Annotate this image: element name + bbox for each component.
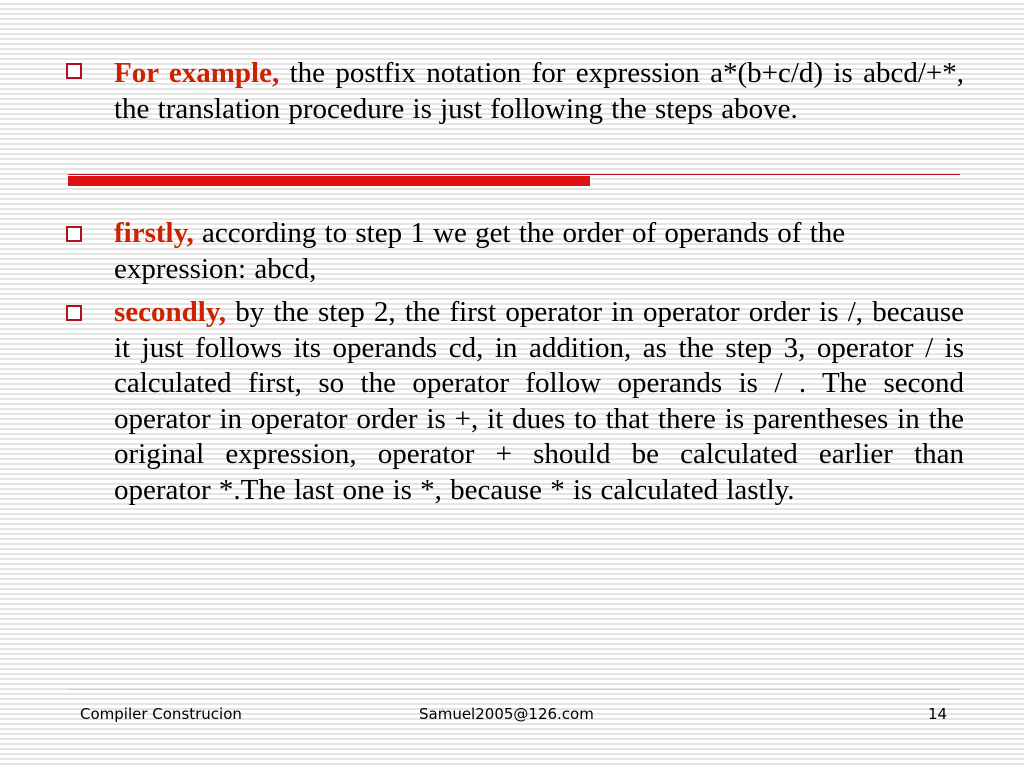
- square-bullet-icon: [66, 305, 82, 321]
- footer-page-number: 14: [928, 705, 948, 723]
- bullet-body: the postfix notation for expression a*(b+c/d) is abcd/+*, the translation procedure is just following the steps above.: [114, 57, 964, 125]
- footer-divider: [68, 689, 960, 690]
- bullet-lead: For example,: [114, 57, 280, 89]
- bullet-text: [114, 56, 964, 127]
- divider-thin: [68, 174, 960, 175]
- bullet-body: according to step 1 we get the order of operands of the expression: abcd,: [114, 217, 846, 285]
- square-bullet-icon: [66, 226, 82, 242]
- bullet-lead: secondly,: [114, 296, 226, 328]
- bullet-text: [114, 295, 964, 508]
- bullet-item-secondly: [66, 295, 964, 508]
- bullet-item-firstly: [66, 216, 964, 287]
- bullet-lead: firstly,: [114, 217, 194, 249]
- footer-email: Samuel2005@126.com: [419, 705, 594, 723]
- bullet-item-example: [66, 56, 964, 127]
- divider-thick: [68, 176, 590, 186]
- square-bullet-icon: [66, 63, 82, 79]
- footer-course: Compiler Construcion: [80, 705, 242, 723]
- bullet-body: by the step 2, the first operator in operator order is /, because it just follows its operands cd, in addition, as the step 3, operator / is calculated first, so the operator follow operands is / . The second operator in operator order is +, it dues to that there is parentheses in the original expression, operator + should be calculated earlier than operator *.The last one is *, because * is calculated lastly.: [114, 296, 964, 506]
- bullet-text: [114, 216, 944, 287]
